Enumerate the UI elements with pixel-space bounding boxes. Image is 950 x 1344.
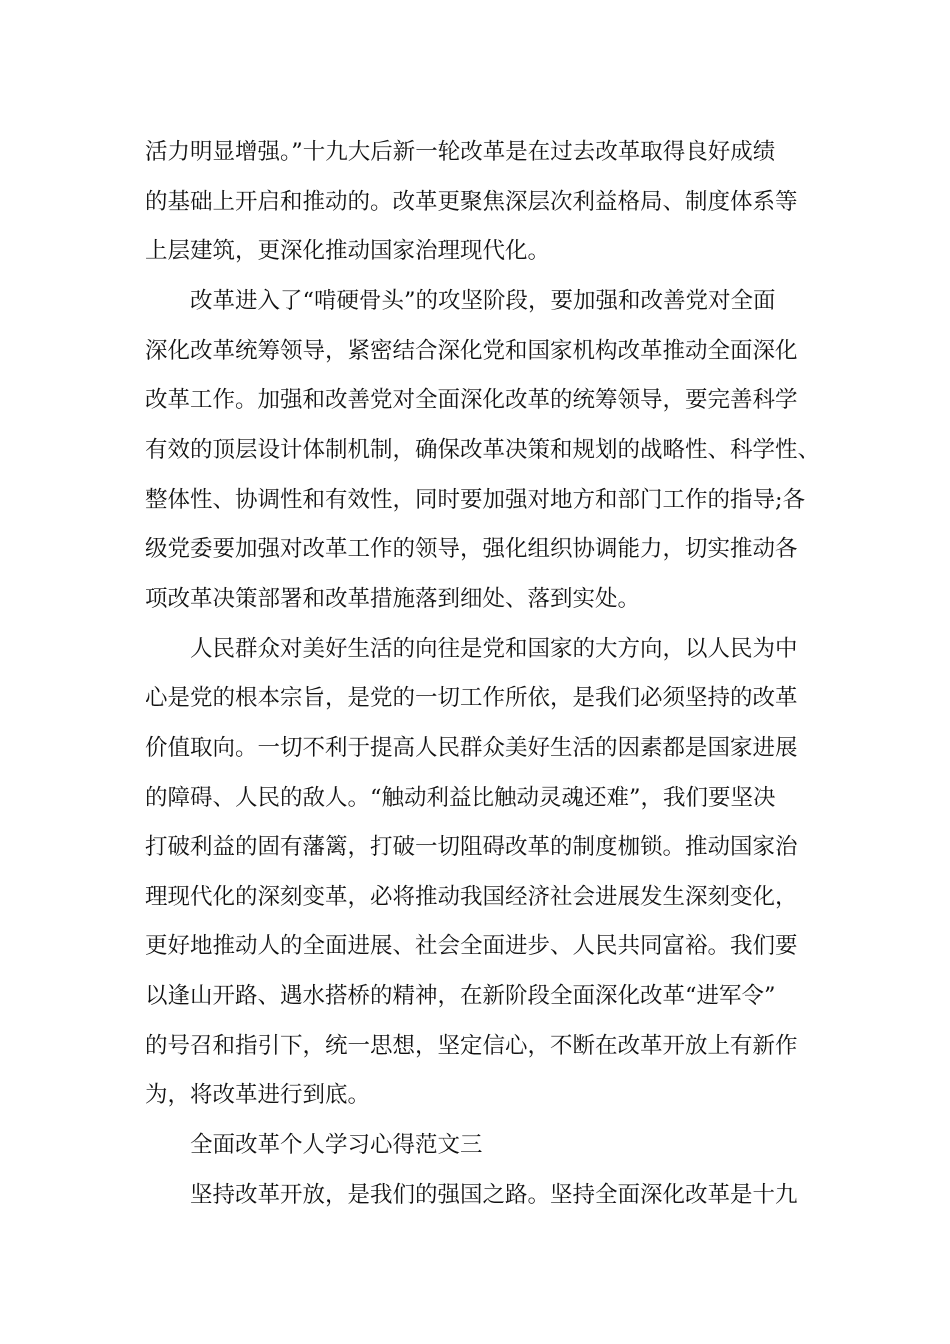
text-line: 的障碍、人民的敌人。“触动利益比触动灵魂还难”，我们要坚决 <box>145 785 776 811</box>
text-line: 深化改革统筹领导，紧密结合深化党和国家机构改革推动全面深化 <box>145 338 798 364</box>
text-line: 的基础上开启和推动的。改革更聚焦深层次利益格局、制度体系等 <box>145 189 798 215</box>
text-line: 有效的顶层设计体制机制，确保改革决策和规划的战略性、科学性、 <box>145 437 821 463</box>
paragraph-first-line: 改革进入了“啃硬骨头”的攻坚阶段，要加强和改善党对全面 <box>190 288 776 314</box>
text-line: 的号召和指引下，统一思想，坚定信心，不断在改革开放上有新作 <box>145 1033 798 1059</box>
text-line: 级党委要加强对改革工作的领导，强化组织协调能力，切实推动各 <box>145 536 798 562</box>
text-line: 活力明显增强。”十九大后新一轮改革是在过去改革取得良好成绩 <box>145 139 776 165</box>
text-line: 心是党的根本宗旨，是党的一切工作所依，是我们必须坚持的改革 <box>145 685 798 711</box>
text-line: 更好地推动人的全面进展、社会全面进步、人民共同富裕。我们要 <box>145 933 798 959</box>
text-line: 理现代化的深刻变革，必将推动我国经济社会进展发生深刻变化， <box>145 884 798 910</box>
text-line: 打破利益的固有藩篱，打破一切阻碍改革的制度枷锁。推动国家治 <box>145 834 798 860</box>
text-line: 整体性、协调性和有效性，同时要加强对地方和部门工作的指导;各 <box>145 487 806 513</box>
text-line: 价值取向。一切不利于提高人民群众美好生活的因素都是国家进展 <box>145 735 798 761</box>
text-line: 上层建筑，更深化推动国家治理现代化。 <box>145 238 551 264</box>
text-line: 以逢山开路、遇水搭桥的精神，在新阶段全面深化改革“进军令” <box>145 983 776 1009</box>
text-line: 改革工作。加强和改善党对全面深化改革的统筹领导，要完善科学 <box>145 387 798 413</box>
section-heading: 全面改革个人学习心得范文三 <box>190 1132 483 1158</box>
text-line: 项改革决策部署和改革措施落到细处、落到实处。 <box>145 586 641 612</box>
text-line: 为，将改革进行到底。 <box>145 1082 371 1108</box>
paragraph-first-line: 坚持改革开放，是我们的强国之路。坚持全面深化改革是十九 <box>190 1182 798 1208</box>
paragraph-first-line: 人民群众对美好生活的向往是党和国家的大方向，以人民为中 <box>190 636 798 662</box>
